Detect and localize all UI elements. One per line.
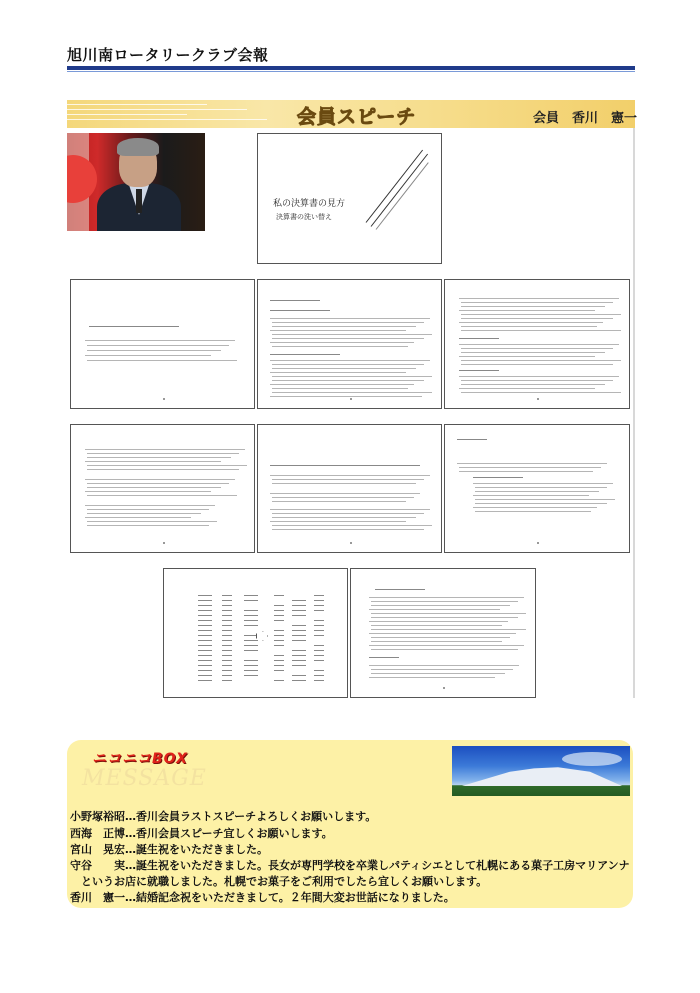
slide-text-line <box>272 346 408 347</box>
slide-text-line <box>87 513 201 514</box>
slide-text-line <box>272 529 424 530</box>
slide-text-line <box>461 352 605 353</box>
table-cell <box>222 660 232 661</box>
table-cell <box>222 620 232 621</box>
slide-text-line <box>270 330 406 331</box>
slide-text-line <box>272 501 406 502</box>
table-cell <box>198 595 212 596</box>
nico-message: 香川 憲一…結婚記念祝をいただきまして。２年間大変お世話になりました。 <box>70 891 455 904</box>
slide-page-dot <box>163 398 165 400</box>
table-cell <box>222 605 232 606</box>
table-cell <box>222 600 232 601</box>
table-cell <box>222 675 232 676</box>
slide-text-line <box>461 326 597 327</box>
table-cell <box>314 610 324 611</box>
slide-text-line <box>371 625 502 626</box>
slide-page-dot <box>350 398 352 400</box>
slide-text-line <box>272 497 414 498</box>
slide-text-line <box>87 487 221 488</box>
table-cell <box>198 675 212 676</box>
table-cell <box>292 625 306 626</box>
slide-text-line <box>475 511 591 512</box>
table-cell <box>244 635 258 636</box>
slide-text-line <box>473 507 597 508</box>
slide-text-line <box>270 310 330 311</box>
speech-title: 会員スピーチ <box>297 106 417 128</box>
table-cell <box>292 655 306 656</box>
table-cell <box>198 645 212 646</box>
slide-page-dot <box>537 398 539 400</box>
speaker-photo <box>67 133 205 231</box>
slide-text-line <box>85 517 191 518</box>
table-cell <box>222 635 232 636</box>
slide-text-line <box>371 601 518 602</box>
nico-message: 宮山 晃宏…誕生祝をいただきました。 <box>70 843 268 856</box>
slide-text-line <box>270 318 430 319</box>
slide-text-line <box>272 392 432 393</box>
slide-text-line <box>87 483 229 484</box>
table-cell <box>222 615 232 616</box>
table-cell <box>244 660 258 661</box>
slide-text-line <box>459 370 499 371</box>
slide-cover-title: 私の決算書の見方 <box>273 199 346 209</box>
table-cell <box>198 630 212 631</box>
table-cell <box>292 650 306 651</box>
table-cell <box>274 615 284 616</box>
slide-text-line <box>272 517 416 518</box>
slide-text-line <box>371 649 518 650</box>
slide-text-line <box>272 380 424 381</box>
slide-text-line <box>369 657 399 658</box>
table-cell <box>274 620 284 621</box>
speaker-name: 会員 香川 憲一 <box>533 111 638 126</box>
slide-text-line <box>270 300 320 301</box>
slide-text-line <box>369 665 519 666</box>
slide-text-line <box>89 326 179 327</box>
slide-text-line <box>459 310 595 311</box>
table-cell <box>198 600 212 601</box>
slide-text-line <box>272 483 416 484</box>
slide-text-line <box>369 677 495 678</box>
nico-message: 小野塚裕昭…香川会員ラストスピーチよろしくお願いします。 <box>70 810 377 823</box>
table-cell <box>244 645 258 646</box>
table-cell <box>198 650 212 651</box>
slide-text-line <box>461 348 613 349</box>
slide-text-line <box>272 368 416 369</box>
slide-text-line <box>369 609 500 610</box>
slide-text-line <box>457 463 607 464</box>
table-cell <box>244 610 258 611</box>
slide-text-line <box>272 525 432 526</box>
table-cell <box>198 680 212 681</box>
nico-box-message-heading: MESSAGE <box>82 766 207 791</box>
table-cell <box>244 625 258 626</box>
slide-text-line <box>270 384 414 385</box>
slide-page-table <box>163 568 348 698</box>
table-cell <box>244 675 258 676</box>
table-cell <box>274 635 284 636</box>
slide-text-line <box>473 483 613 484</box>
slide-text-line <box>459 376 619 377</box>
table-cell <box>274 645 284 646</box>
slide-text-line <box>461 306 605 307</box>
table-cell <box>222 610 232 611</box>
slide-text-line <box>475 503 607 504</box>
slide-text-line <box>457 439 487 440</box>
table-cell <box>222 640 232 641</box>
slide-text-line <box>87 465 247 466</box>
slide-text-line <box>272 388 408 389</box>
slide-text-line <box>85 355 211 356</box>
table-cell <box>244 620 258 621</box>
table-cell <box>244 650 258 651</box>
table-cell <box>244 600 258 601</box>
slide-text-line <box>371 617 518 618</box>
slide-text-line <box>87 457 231 458</box>
slide-page <box>257 279 442 409</box>
slide-text-line <box>461 380 613 381</box>
club-title: 旭川南ロータリークラブ会報 <box>67 46 269 64</box>
slide-text-line <box>87 469 239 470</box>
slide-text-line <box>371 613 526 614</box>
table-cell <box>274 640 284 641</box>
slide-text-line <box>270 396 422 397</box>
slide-text-line <box>369 597 524 598</box>
slide-text-line <box>473 495 589 496</box>
table-cell <box>222 655 232 656</box>
slide-text-line <box>461 360 621 361</box>
table-cell <box>314 660 324 661</box>
table-cell <box>274 605 284 606</box>
table-cell <box>222 680 232 681</box>
mountain-photo <box>452 746 630 796</box>
table-cell <box>274 655 284 656</box>
slide-text-line <box>270 509 430 510</box>
table-cell <box>314 605 324 606</box>
slide-text-line <box>87 525 209 526</box>
slide-text-line <box>270 342 414 343</box>
slide-text-line <box>270 360 430 361</box>
table-cell <box>274 665 284 666</box>
slide-cover-subtitle: 決算書の洗い替え <box>276 213 332 221</box>
slide-page-dot <box>350 542 352 544</box>
slide-text-line <box>85 461 221 462</box>
slide-text-line <box>475 491 599 492</box>
table-cell <box>198 625 212 626</box>
slide-text-line <box>475 487 607 488</box>
slide-text-line <box>371 637 510 638</box>
slide-text-line <box>459 471 593 472</box>
slide-text-line <box>371 629 526 630</box>
slide-text-line <box>459 298 619 299</box>
slide-text-line <box>272 338 424 339</box>
slide-text-line <box>459 338 499 339</box>
slide-text-line <box>87 495 237 496</box>
slide-text-line <box>459 344 619 345</box>
slide-page <box>444 279 630 409</box>
table-cell <box>314 645 324 646</box>
slide-page-dot <box>537 542 539 544</box>
table-cell <box>198 610 212 611</box>
slide-text-line <box>85 505 215 506</box>
table-cell <box>292 675 306 676</box>
table-cell <box>274 670 284 671</box>
slide-text-line <box>371 669 513 670</box>
slide-text-line <box>272 322 424 323</box>
slide-text-line <box>87 345 229 346</box>
slide-text-line <box>375 589 425 590</box>
slide-text-line <box>272 334 432 335</box>
table-cell <box>292 665 306 666</box>
slide-text-line <box>272 364 424 365</box>
slide-text-line <box>461 318 613 319</box>
table-cell <box>222 665 232 666</box>
slide-page <box>444 424 630 553</box>
table-cell <box>244 595 258 596</box>
nico-message: というお店に就職しました。札幌でお菓子をご利用でしたら宜しくお願いします。 <box>70 875 488 888</box>
slide-text-line <box>85 479 235 480</box>
table-cell <box>222 650 232 651</box>
slide-text-line <box>461 330 621 331</box>
slide-text-line <box>459 322 603 323</box>
slide-text-line <box>459 467 601 468</box>
slide-text-line <box>459 356 595 357</box>
slide-text-line <box>369 645 524 646</box>
table-cell <box>292 660 306 661</box>
slide-text-line <box>369 621 508 622</box>
table-cell <box>314 680 324 681</box>
table-cell <box>198 620 212 621</box>
header-rule-thin <box>67 71 635 72</box>
table-cell <box>198 615 212 616</box>
slide-text-line <box>87 509 209 510</box>
slide-text-line <box>85 449 245 450</box>
slide-text-line <box>85 340 235 341</box>
slide-text-line <box>473 477 523 478</box>
table-cell <box>314 675 324 676</box>
table-cell <box>292 610 306 611</box>
table-cell <box>274 660 284 661</box>
nico-box-title: ニコニコBOX <box>92 751 188 767</box>
table-cell <box>244 640 258 641</box>
table-cell <box>314 625 324 626</box>
table-cell <box>274 630 284 631</box>
slide-text-line <box>270 465 420 466</box>
table-cell <box>314 650 324 651</box>
table-cell <box>198 665 212 666</box>
slide-text-line <box>270 475 430 476</box>
slide-text-line <box>369 633 516 634</box>
slide-page-dot <box>443 687 445 689</box>
slide-text-line <box>461 392 621 393</box>
slide-text-line <box>272 479 424 480</box>
slide-text-line <box>87 350 221 351</box>
table-cell <box>198 670 212 671</box>
table-cell <box>244 615 258 616</box>
header-rule <box>67 66 635 70</box>
slide-page <box>350 568 536 698</box>
slide-text-line <box>272 376 432 377</box>
slide-text-line <box>475 499 615 500</box>
table-cell <box>222 630 232 631</box>
slide-text-line <box>87 521 217 522</box>
table-cell <box>314 635 324 636</box>
table-cell <box>314 600 324 601</box>
slide-text-line <box>272 326 416 327</box>
slide-text-line <box>270 521 406 522</box>
slide-page-dot <box>163 542 165 544</box>
table-cell <box>314 595 324 596</box>
slide-page <box>257 424 442 553</box>
slide-cover <box>257 133 442 264</box>
table-cell <box>198 640 212 641</box>
table-cell <box>292 615 306 616</box>
table-cell <box>292 680 306 681</box>
nico-message: 守谷 実…誕生祝をいただきました。長女が専門学校を卒業しパティシエとして札幌にある菓子工房マリアンナ <box>70 859 630 872</box>
slide-text-line <box>461 384 605 385</box>
slide-page <box>70 279 255 409</box>
table-cell <box>292 635 306 636</box>
table-cell <box>244 665 258 666</box>
table-cell <box>198 660 212 661</box>
table-cell <box>292 600 306 601</box>
table-cell <box>292 630 306 631</box>
table-cell <box>274 680 284 681</box>
table-cell <box>314 620 324 621</box>
table-cell <box>314 670 324 671</box>
table-cell <box>244 670 258 671</box>
table-cell <box>198 655 212 656</box>
slide-text-line <box>272 513 424 514</box>
slide-text-line <box>371 605 510 606</box>
slide-text-line <box>459 388 595 389</box>
slide-text-line <box>270 354 340 355</box>
table-cell <box>274 595 284 596</box>
table-cell <box>198 635 212 636</box>
table-cell <box>314 655 324 656</box>
slide-text-line <box>270 493 420 494</box>
slide-text-line <box>371 673 505 674</box>
table-cell <box>274 610 284 611</box>
table-cell <box>314 630 324 631</box>
table-cell <box>222 670 232 671</box>
slide-page <box>70 424 255 553</box>
table-cell <box>222 645 232 646</box>
nico-message: 西海 正博…香川会員スピーチ宜しくお願いします。 <box>70 827 333 840</box>
slide-text-line <box>461 314 621 315</box>
slide-text-line <box>371 641 502 642</box>
table-cell <box>292 605 306 606</box>
table-cell <box>292 640 306 641</box>
table-cell <box>198 605 212 606</box>
slide-text-line <box>87 453 239 454</box>
slide-text-line <box>270 372 406 373</box>
slide-text-line <box>87 360 237 361</box>
table-cell <box>222 625 232 626</box>
slide-text-line <box>461 302 613 303</box>
table-cell <box>222 595 232 596</box>
slide-text-line <box>461 364 613 365</box>
slide-text-line <box>85 491 211 492</box>
